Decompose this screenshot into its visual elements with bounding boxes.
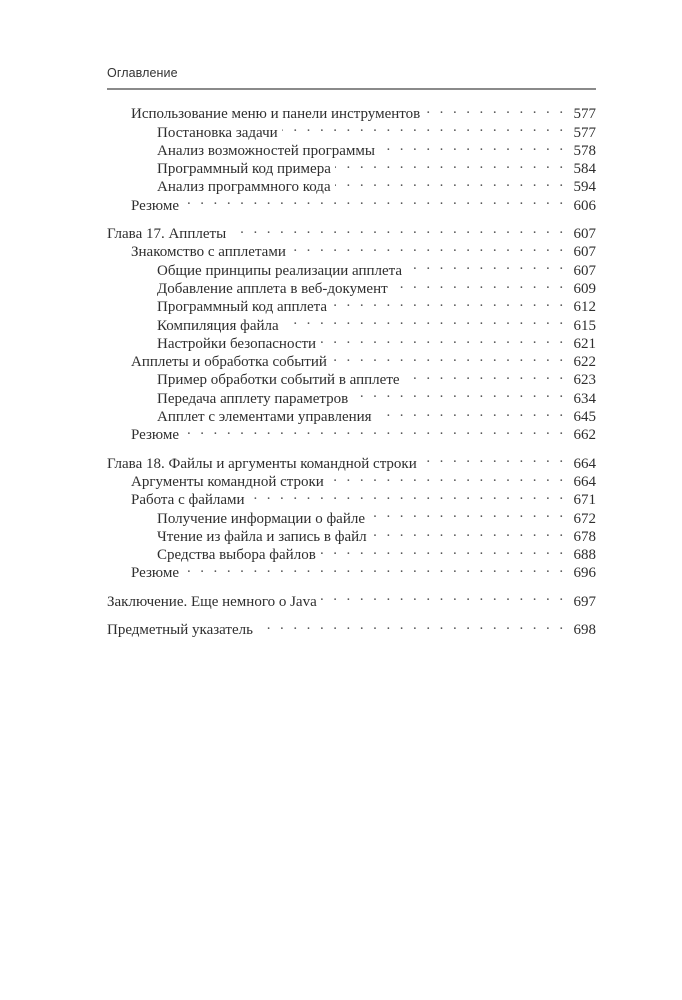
toc-entry-page-number: 612	[573, 299, 596, 316]
toc-entry-title: Знакомство с апплетами	[131, 244, 286, 261]
toc-entry-page-number: 607	[573, 244, 596, 261]
toc-dot-leader	[421, 449, 566, 467]
toc-entry-page-number: 697	[573, 593, 596, 610]
toc-entry-page-number: 622	[573, 354, 596, 371]
toc-chapter-entry[interactable]	[107, 449, 596, 472]
toc-entry-title: Компиляция файла	[157, 317, 279, 334]
toc-entry-title: Заключение. Еще немного о Java	[107, 593, 317, 610]
toc-dot-leader	[290, 238, 566, 256]
toc-entry-page-number: 634	[573, 390, 596, 407]
toc-dot-leader	[183, 421, 566, 439]
toc-entry-title: Работа с файлами	[131, 492, 245, 509]
toc-dot-leader	[320, 330, 566, 348]
toc-entry-page-number: 606	[573, 197, 596, 214]
toc-entry-title: Постановка задачи	[157, 124, 278, 141]
toc-dot-leader	[249, 486, 566, 504]
toc-entry-title: Резюме	[131, 565, 180, 582]
toc-dot-leader	[379, 137, 566, 155]
toc-dot-leader	[183, 559, 566, 577]
toc-dot-leader	[321, 587, 566, 605]
toc-entry-page-number: 664	[573, 455, 596, 472]
toc-entry-title: Апплеты и обработка событий	[131, 354, 327, 371]
toc-entry-title: Программный код примера	[157, 161, 331, 178]
header-rule	[107, 88, 596, 90]
toc-dot-leader	[352, 384, 566, 402]
toc-entry-title: Средства выбора файлов	[157, 547, 316, 564]
toc-entry-page-number: 577	[573, 124, 596, 141]
toc-entry-page-number: 678	[573, 528, 596, 545]
toc-entry-title: Резюме	[131, 197, 180, 214]
toc-dot-leader	[335, 155, 566, 173]
toc-dot-leader	[328, 468, 566, 486]
toc-entry-page-number: 664	[573, 473, 596, 490]
toc-section-entry[interactable]	[107, 100, 596, 123]
toc-dot-leader	[335, 173, 566, 191]
toc-entry-page-number: 615	[573, 317, 596, 334]
toc-dot-leader	[404, 366, 566, 384]
toc-dot-leader	[424, 100, 566, 118]
toc-entry-title: Настройки безопасности	[157, 335, 317, 352]
toc-entry-title: Добавление апплета в веб-документ	[157, 280, 388, 297]
toc-entry-page-number: 645	[573, 409, 596, 426]
toc-entry-page-number: 688	[573, 547, 596, 564]
toc-entry-page-number: 621	[573, 335, 596, 352]
toc-chapter-entry[interactable]	[107, 587, 596, 610]
toc-entry-page-number: 607	[573, 262, 596, 279]
toc-chapter-entry[interactable]	[107, 220, 596, 243]
toc-dot-leader	[320, 541, 566, 559]
toc-entry-title: Использование меню и панели инструментов	[131, 106, 421, 123]
toc-entry-page-number: 662	[573, 427, 596, 444]
toc-dot-leader	[376, 403, 566, 421]
toc-entry-page-number: 609	[573, 280, 596, 297]
toc-entry-page-number: 698	[573, 622, 596, 639]
toc-dot-leader	[331, 293, 566, 311]
toc-chapter-entry[interactable]	[107, 616, 596, 639]
toc-entry-page-number: 578	[573, 142, 596, 159]
running-head: Оглавление	[107, 66, 178, 80]
toc-entry-title: Пример обработки событий в апплете	[157, 372, 400, 389]
toc-entry-page-number: 607	[573, 226, 596, 243]
toc-entry-title: Резюме	[131, 427, 180, 444]
toc-dot-leader	[282, 118, 566, 136]
toc-entry-title: Получение информации о файле	[157, 510, 366, 527]
toc-dot-leader	[331, 348, 566, 366]
toc-entry-title: Передача апплету параметров	[157, 390, 349, 407]
toc-entry-title: Предметный указатель	[107, 622, 253, 639]
toc-dot-leader	[230, 220, 566, 238]
table-of-contents	[107, 100, 596, 639]
toc-dot-leader	[369, 504, 566, 522]
toc-entry-title: Анализ программного кода	[157, 179, 331, 196]
toc-entry-page-number: 696	[573, 565, 596, 582]
toc-dot-leader	[392, 275, 566, 293]
toc-dot-leader	[283, 311, 566, 329]
toc-entry-title: Глава 17. Апплеты	[107, 226, 227, 243]
toc-entry-page-number: 594	[573, 179, 596, 196]
toc-dot-leader	[406, 256, 566, 274]
toc-entry-title: Программный код апплета	[157, 299, 328, 316]
toc-dot-leader	[183, 191, 566, 209]
toc-entry-title: Глава 18. Файлы и аргументы командной строки	[107, 455, 417, 472]
toc-entry-title: Общие принципы реализации апплета	[157, 262, 403, 279]
toc-entry-page-number: 671	[573, 492, 596, 509]
toc-entry-page-number: 623	[573, 372, 596, 389]
toc-entry-title: Чтение из файла и запись в файл	[157, 528, 367, 545]
toc-entry-title: Аргументы командной строки	[131, 473, 324, 490]
toc-entry-page-number: 672	[573, 510, 596, 527]
toc-dot-leader	[257, 616, 566, 634]
toc-dot-leader	[371, 523, 566, 541]
toc-entry-title: Анализ возможностей программы	[157, 142, 375, 159]
toc-entry-page-number: 577	[573, 106, 596, 123]
toc-entry-page-number: 584	[573, 161, 596, 178]
toc-entry-title: Апплет с элементами управления	[157, 409, 372, 426]
